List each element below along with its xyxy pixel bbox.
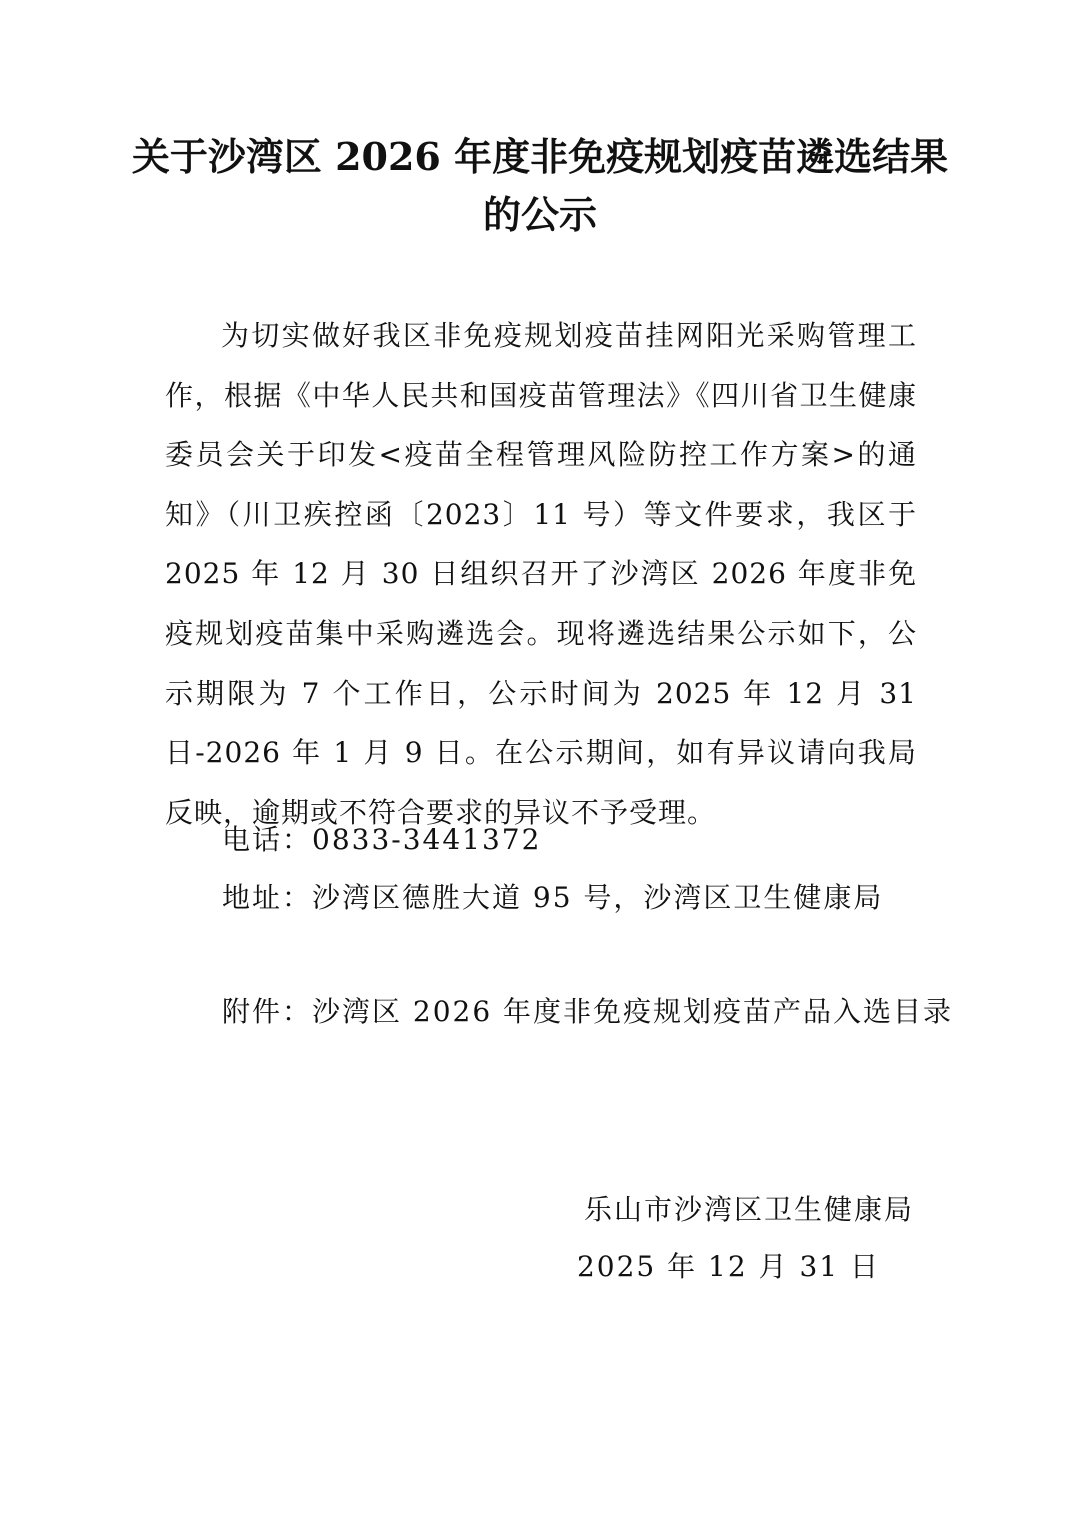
notice-body-paragraph: 为切实做好我区非免疫规划疫苗挂网阳光采购管理工作，根据《中华人民共和国疫苗管理法》《四川省卫生健康委员会关于印发<疫苗全程管理风险防控工作方案>的通知》（川卫疾控函〔2023〕11 号）等文件要求，我区于 2025 年 12 月 30 日组织召开了沙湾区 2026 年度非免疫规划疫苗集中采购遴选会。现将遴选结果公示如下，公示期限为 7 个工作日，公示时间为 2025 年 12 月 31 日-2026 年 1 月 9 日。在公示期间，如有异议请向我局反映，逾期或不符合要求的异议不予受理。: [165, 319, 917, 829]
contact-phone: 电话：0833-3441372: [222, 823, 542, 856]
issuer-name: 乐山市沙湾区卫生健康局: [583, 1193, 914, 1226]
attachment-line: 附件：沙湾区 2026 年度非免疫规划疫苗产品入选目录: [222, 995, 954, 1028]
contact-address: 地址：沙湾区德胜大道 95 号，沙湾区卫生健康局: [222, 881, 884, 914]
notice-title-line-1: 关于沙湾区 2026 年度非免疫规划疫苗遴选结果: [131, 134, 949, 179]
notice-title-line-2: 的公示: [482, 192, 597, 237]
issue-date: 2025 年 12 月 31 日: [576, 1250, 880, 1283]
